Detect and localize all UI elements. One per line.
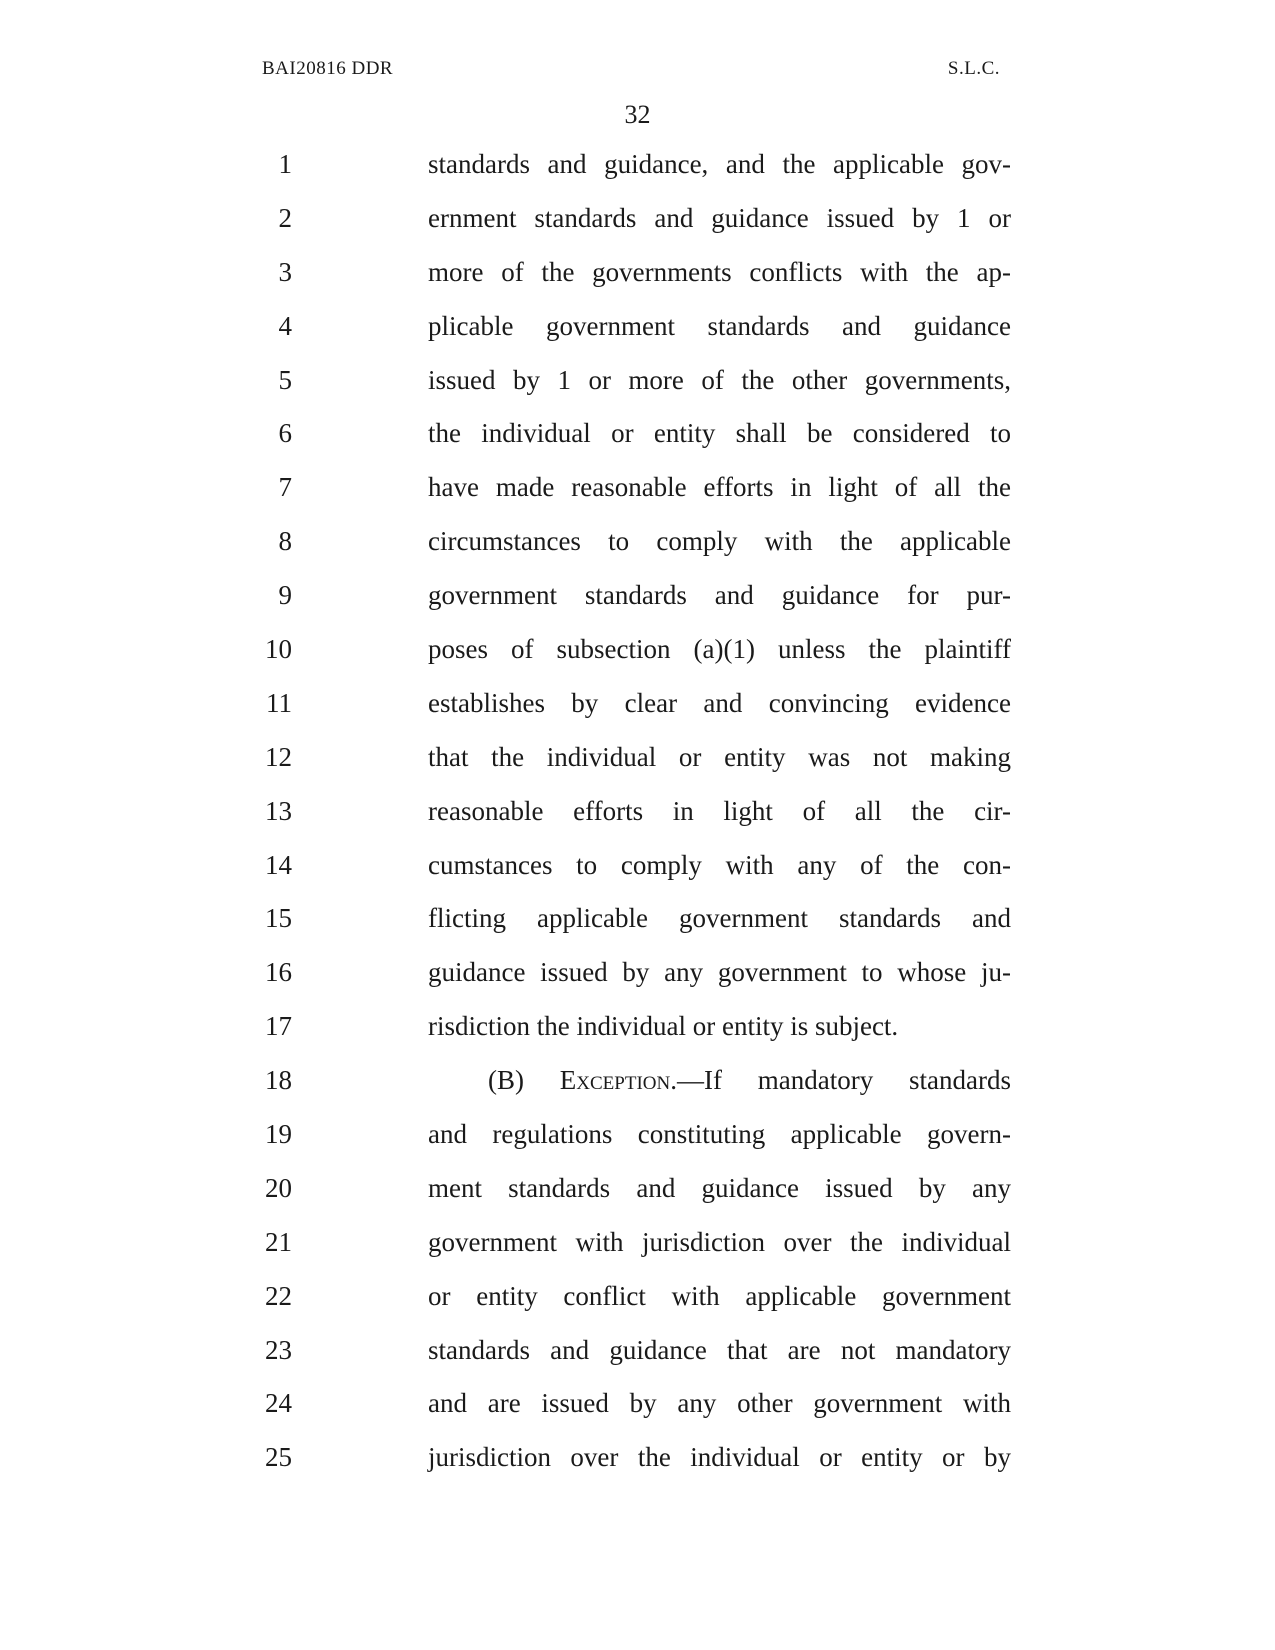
line-text: ernment standards and guidance issued by 1 or <box>428 202 1011 233</box>
line-number: 8 <box>278 526 292 557</box>
line-text: circumstances to comply with the applicable <box>428 526 1011 557</box>
text-line <box>0 956 1275 1010</box>
line-text: government standards and guidance for pur- <box>428 580 1011 611</box>
text-line <box>0 1280 1275 1334</box>
text-line <box>0 148 1275 202</box>
line-number: 14 <box>265 849 292 880</box>
line-text: more of the governments conflicts with the ap- <box>428 256 1011 287</box>
line-number: 22 <box>265 1280 292 1311</box>
line-number: 19 <box>265 1119 292 1150</box>
line-text: establishes by clear and convincing evidence <box>428 687 1011 718</box>
text-line <box>0 579 1275 633</box>
line-text-body: .—If mandatory standards <box>670 1065 1011 1096</box>
document-id: BAI20816 DDR <box>262 58 394 79</box>
line-number: 16 <box>265 957 292 988</box>
subparagraph-designator: (B) <box>488 1065 560 1096</box>
text-line <box>0 1226 1275 1280</box>
line-number: 7 <box>278 472 292 503</box>
line-text: and regulations constituting applicable govern- <box>428 1119 1011 1150</box>
line-number: 20 <box>265 1172 292 1203</box>
office-code: S.L.C. <box>947 58 1000 79</box>
text-line <box>0 1334 1275 1388</box>
line-number: 2 <box>278 202 292 233</box>
line-number: 17 <box>265 1011 292 1042</box>
line-text: have made reasonable efforts in light of all the <box>428 472 1011 503</box>
text-line <box>0 1118 1275 1172</box>
subparagraph-heading: Exception <box>559 1065 671 1096</box>
line-number: 21 <box>265 1226 292 1257</box>
line-number: 5 <box>278 364 292 395</box>
text-line <box>0 687 1275 741</box>
line-text <box>488 1064 1011 1096</box>
line-text: the individual or entity shall be considered to <box>428 418 1011 449</box>
line-text: or entity conflict with applicable government <box>428 1280 1011 1311</box>
text-line <box>0 795 1275 849</box>
line-number: 10 <box>265 634 292 665</box>
text-line <box>0 1064 1275 1118</box>
text-line <box>0 1172 1275 1226</box>
text-line <box>0 633 1275 687</box>
line-number: 1 <box>278 149 292 179</box>
line-number: 3 <box>278 256 292 287</box>
text-line <box>0 1010 1275 1064</box>
text-line <box>0 525 1275 579</box>
text-line <box>0 471 1275 525</box>
line-text: issued by 1 or more of the other governments, <box>428 364 1011 395</box>
line-number: 15 <box>265 903 292 934</box>
text-line <box>0 256 1275 310</box>
line-text: ment standards and guidance issued by any <box>428 1172 1011 1203</box>
line-number: 23 <box>265 1334 292 1365</box>
line-number: 25 <box>265 1442 292 1473</box>
line-number: 11 <box>266 687 292 718</box>
line-text: government with jurisdiction over the individual <box>428 1226 1011 1257</box>
text-line <box>0 902 1275 956</box>
page-number: 32 <box>624 100 651 129</box>
line-text: guidance issued by any government to whose ju- <box>428 957 1011 988</box>
bill-text-body <box>0 148 1275 1495</box>
line-text: reasonable efforts in light of all the cir- <box>428 795 1011 826</box>
text-line <box>0 202 1275 256</box>
text-line <box>0 741 1275 795</box>
text-line <box>0 1441 1275 1495</box>
line-number: 6 <box>278 418 292 449</box>
line-text: flicting applicable government standards and <box>428 903 1011 934</box>
line-text: and are issued by any other government with <box>428 1388 1011 1419</box>
text-line <box>0 364 1275 418</box>
text-line <box>0 310 1275 364</box>
line-text: poses of subsection (a)(1) unless the plaintiff <box>428 634 1011 665</box>
text-line <box>0 417 1275 471</box>
line-text: standards and guidance that are not mandatory <box>428 1334 1011 1365</box>
line-text: risdiction the individual or entity is subject. <box>428 1011 899 1042</box>
line-text: that the individual or entity was not making <box>428 741 1011 772</box>
line-text: jurisdiction over the individual or entity or by <box>428 1442 1011 1473</box>
text-line <box>0 849 1275 903</box>
line-text: standards and guidance, and the applicable gov- <box>428 149 1011 179</box>
line-number: 12 <box>265 741 292 772</box>
line-number: 18 <box>265 1065 292 1096</box>
line-number: 13 <box>265 795 292 826</box>
line-number: 24 <box>265 1388 292 1419</box>
line-text: plicable government standards and guidance <box>428 310 1011 341</box>
line-number: 4 <box>278 310 292 341</box>
line-text: cumstances to comply with any of the con- <box>428 849 1011 880</box>
text-line <box>0 1387 1275 1441</box>
line-number: 9 <box>278 580 292 611</box>
